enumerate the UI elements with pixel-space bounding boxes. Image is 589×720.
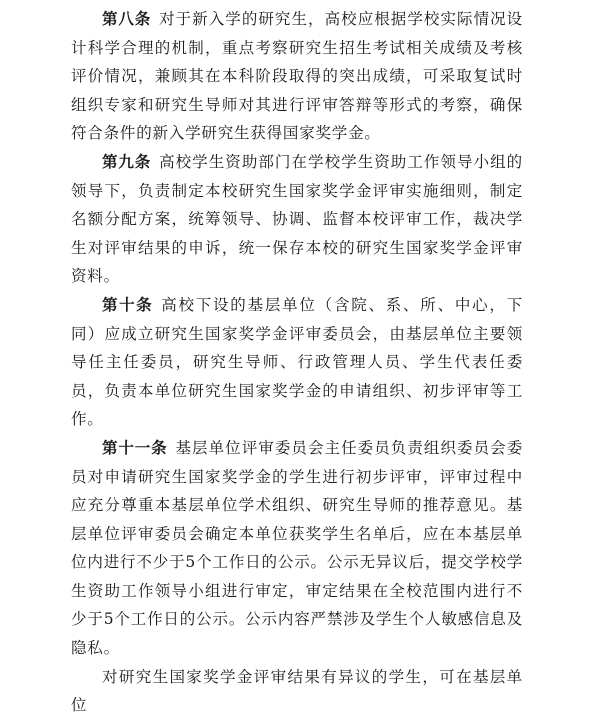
continuation-paragraph: 对研究生国家奖学金评审结果有异议的学生，可在基层单位	[71, 667, 523, 715]
article-8	[71, 5, 523, 148]
document-page	[71, 0, 523, 720]
article-8-heading: 第八条	[102, 10, 152, 28]
article-9-text: 高校学生资助部门在学校学生资助工作领导小组的领导下，负责制定本校研究生国家奖学金评审实施细则，制定名额分配方案，统筹领导、协调、监督本校评审工作，裁决学生对评审结果的申诉，统一保存本校的研究生国家奖学金评审资料。	[71, 152, 523, 286]
article-11-heading: 第十一条	[102, 438, 168, 457]
article-8-text: 对于新入学的研究生，高校应根据学校实际情况设计科学合理的机制，重点考察研究生招生考试相关成绩及考核评价情况，兼顾其在本科阶段取得的突出成绩，可采取复试时组织专家和研究生导师对其进行评审答辩等形式的考察，确保符合条件的新入学研究生获得国家奖学金。	[71, 10, 523, 143]
article-9-heading: 第九条	[102, 152, 152, 171]
article-9	[71, 148, 523, 291]
article-10-text: 高校下设的基层单位（含院、系、所、中心，下同）应成立研究生国家奖学金评审委员会，由基层单位主要领导任主任委员，研究生导师、行政管理人员、学生代表任委员，负责本单位研究生国家奖学金的申请组织、初步评审等工作。	[71, 295, 523, 429]
article-11-text: 基层单位评审委员会主任委员负责组织委员会委员对申请研究生国家奖学金的学生进行初步评审，评审过程中应充分尊重本基层单位学术组织、研究生导师的推荐意见。基层单位评审委员会确定本单位获奖学生名单后，应在本基层单位内进行不少于5个工作日的公示。公示无异议后，提交学校学生资助工作领导小组进行审定，审定结果在全校范围内进行不少于5个工作日的公示。公示内容严禁涉及学生个人敏感信息及隐私。	[71, 438, 523, 658]
article-10	[71, 291, 523, 434]
article-11	[71, 434, 523, 663]
article-10-heading: 第十条	[102, 295, 154, 314]
